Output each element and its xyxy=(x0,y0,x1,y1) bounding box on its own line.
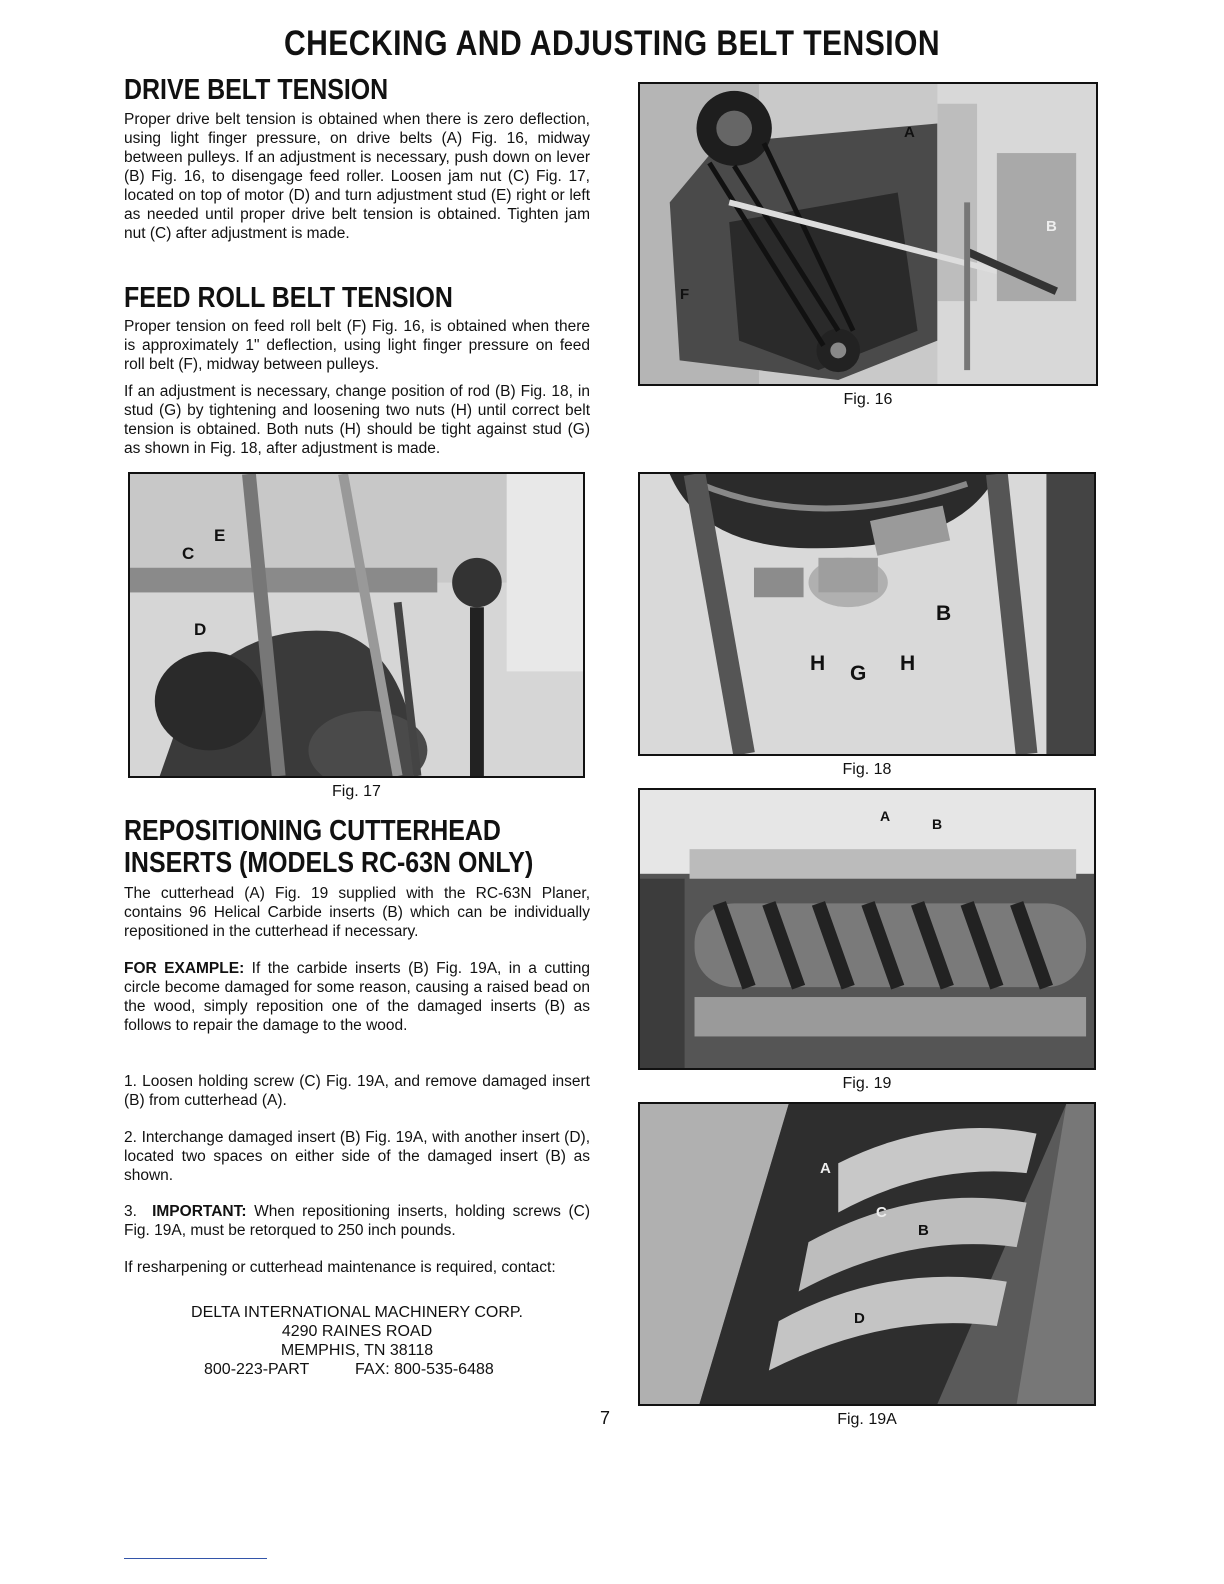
fig19a-label-d: D xyxy=(854,1310,865,1327)
figure-17-photo xyxy=(128,472,585,778)
contact-company: DELTA INTERNATIONAL MACHINERY CORP. xyxy=(191,1304,523,1321)
figure-19a-photo xyxy=(638,1102,1096,1406)
fig16-label-f: F xyxy=(680,286,690,303)
figure-16-photo xyxy=(638,82,1098,386)
contact-phone: 800-223-PART xyxy=(204,1361,310,1378)
step-1: 1. Loosen holding screw (C) Fig. 19A, and remove damaged insert (B) from cutterhead (A). xyxy=(124,1073,590,1109)
page-title: CHECKING AND ADJUSTING BELT TENSION xyxy=(283,24,941,63)
contact-street: 4290 RAINES ROAD xyxy=(281,1323,433,1340)
contact-intro: If resharpening or cutterhead maintenance is required, contact: xyxy=(124,1259,556,1276)
fig17-label-c: C xyxy=(182,544,195,563)
step-3-label: IMPORTANT: xyxy=(152,1203,247,1220)
footer-rule xyxy=(124,1558,267,1559)
drive-belt-paragraph: Proper drive belt tension is obtained when there is zero deflection, using light finger pressure, on drive belts (A) Fig. 16, midway between pulleys. If an adjustment is necessary, push down on lever (B) Fig. 16, to disengage feed roller. Loosen jam nut (C) Fig. 17, located on top of motor (D) and turn adjustment stud (E) right or left as needed until proper drive belt tension is obtained. Tighten jam nut (C) after adjustment is made. xyxy=(124,111,590,242)
figure-19-photo xyxy=(638,788,1096,1070)
fig17-label-e: E xyxy=(214,526,226,545)
example-paragraph xyxy=(124,959,590,1035)
fig19a-label-b: B xyxy=(918,1222,929,1239)
contact-city: MEMPHIS, TN 38118 xyxy=(280,1342,434,1359)
figure-18-caption: Fig. 18 xyxy=(842,761,892,778)
fig19a-label-a: A xyxy=(820,1160,831,1177)
fig19a-label-c: C xyxy=(876,1204,887,1221)
fig16-label-b: B xyxy=(1046,218,1057,235)
feed-roll-paragraph-1: Proper tension on feed roll belt (F) Fig. 16, is obtained when there is approximately 1" deflection, using light finger pressure on feed roll belt (F), midway between pulleys. xyxy=(124,318,590,373)
example-label: FOR EXAMPLE: xyxy=(124,960,245,977)
fig18-label-b: B xyxy=(936,602,952,625)
fig18-label-h-right: H xyxy=(900,652,916,675)
fig17-label-d: D xyxy=(194,620,207,639)
feed-roll-paragraph-2: If an adjustment is necessary, change position of rod (B) Fig. 18, in stud (G) by tightening and loosening two nuts (H) until correct belt tension is obtained. Both nuts (H) should be tight against stud (G) as shown in Fig. 18, after adjustment is made. xyxy=(124,383,590,457)
figure-19a-caption: Fig. 19A xyxy=(837,1411,897,1428)
feed-roll-heading: FEED ROLL BELT TENSION xyxy=(124,282,453,314)
reposition-heading-line-1: REPOSITIONING CUTTERHEAD xyxy=(124,815,501,847)
step-3-number: 3. xyxy=(124,1203,137,1220)
reposition-heading-line-2: INSERTS (MODELS RC-63N ONLY) xyxy=(124,847,534,879)
step-3-text: When repositioning inserts, holding screws (C) Fig. 19A, must be retorqued to 250 inch pounds. xyxy=(124,1203,590,1239)
figure-18-photo xyxy=(638,472,1096,756)
contact-fax: FAX: 800-535-6488 xyxy=(355,1361,494,1378)
fig18-label-h-left: H xyxy=(810,652,826,675)
step-3 xyxy=(124,1202,590,1240)
fig19-label-b: B xyxy=(932,816,943,832)
figure-17-caption: Fig. 17 xyxy=(332,783,381,800)
fig16-label-a: A xyxy=(904,124,915,141)
drive-belt-heading: DRIVE BELT TENSION xyxy=(124,74,389,106)
figure-16-caption: Fig. 16 xyxy=(843,391,893,408)
example-text: If the carbide inserts (B) Fig. 19A, in a cutting circle become damaged for some reason, causing a raised bead on the wood, simply reposition one of the damaged inserts (B) as follows to repair the damage to the wood. xyxy=(124,960,590,1034)
page-number: 7 xyxy=(600,1408,611,1428)
fig18-label-g: G xyxy=(850,662,867,685)
figure-19-caption: Fig. 19 xyxy=(842,1075,892,1092)
step-2: 2. Interchange damaged insert (B) Fig. 19A, with another insert (D), located two spaces on either side of the damaged insert (B) as shown. xyxy=(124,1129,590,1184)
reposition-intro: The cutterhead (A) Fig. 19 supplied with the RC-63N Planer, contains 96 Helical Carbide inserts (B) which can be individually repositioned in the cutterhead if necessary. xyxy=(124,885,590,940)
fig19-label-a: A xyxy=(880,808,891,824)
